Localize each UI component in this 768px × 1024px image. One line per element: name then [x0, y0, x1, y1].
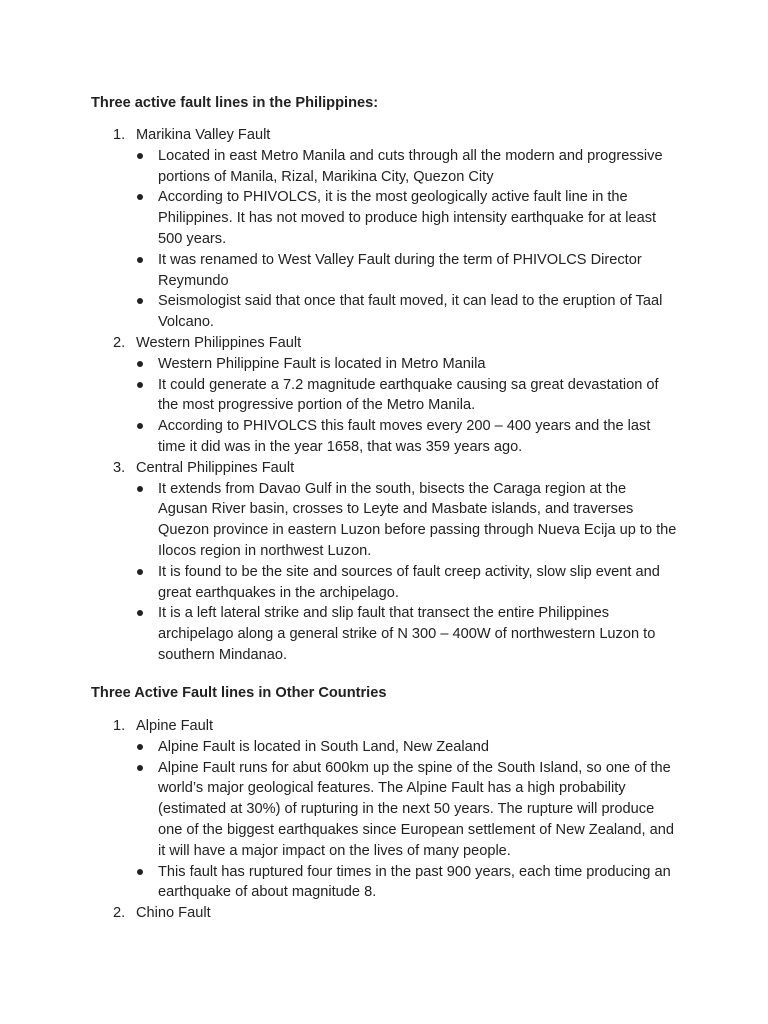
bullet-marker: [137, 610, 143, 616]
bullet-marker: [137, 486, 143, 492]
detail-text: It was renamed to West Valley Fault during the term of PHIVOLCS Director Reymundo: [158, 251, 642, 289]
detail-text: Seismologist said that once that fault moved, it can lead to the eruption of Taal Volcano.: [158, 293, 663, 331]
fault-item: [0, 333, 768, 458]
fault-name: Marikina Valley Fault: [136, 127, 271, 143]
detail-bullet: [0, 758, 768, 862]
bullet-marker: [137, 765, 143, 771]
bullet-marker: [137, 423, 143, 429]
detail-bullet: [0, 354, 768, 375]
detail-bullet: [0, 562, 768, 604]
detail-text: Alpine Fault runs for abut 600km up the spine of the South Island, so one of the world’s major geological features. The Alpine Fault has a high probability (estimated at 30%) of rupturing in the next 50 years. The rupture will produce one of the biggest earthquakes since European settlement of New Zealand, and it will have a major impact on the lives of many people.: [158, 759, 674, 859]
section-heading-philippines: Three active fault lines in the Philippines:: [91, 95, 379, 111]
fault-details: [0, 146, 768, 333]
bullet-marker: [137, 153, 143, 159]
fault-name: Chino Fault: [136, 905, 211, 922]
fault-item: [0, 125, 768, 333]
item-number: 2.: [113, 905, 126, 922]
item-number: 1.: [113, 127, 126, 143]
detail-bullet: [0, 603, 768, 665]
item-number: 3.: [113, 459, 126, 476]
detail-text: It is found to be the site and sources of fault creep activity, slow slip event and great earthquakes in the archipelago.: [158, 563, 660, 601]
fault-details: [0, 737, 768, 903]
detail-text: Located in east Metro Manila and cuts through all the modern and progressive portions of Manila, Rizal, Marikina City, Quezon City: [158, 147, 663, 185]
bullet-marker: [137, 382, 143, 388]
fault-name: Central Philippines Fault: [136, 459, 295, 476]
detail-text: It is a left lateral strike and slip fault that transect the entire Philippines archipelago along a general strike of N 300 – 400W of northwestern Luzon to southern Mindanao.: [158, 605, 656, 663]
detail-bullet: [0, 479, 768, 562]
bullet-marker: [137, 869, 143, 875]
detail-bullet: [0, 146, 768, 188]
detail-text: According to PHIVOLCS this fault moves every 200 – 400 years and the last time it did was in the year 1658, that was 359 years ago.: [158, 418, 651, 455]
detail-text: It extends from Davao Gulf in the south, bisects the Caraga region at the Agusan River basin, crosses to Leyte and Masbate islands, and traverses Quezon province in eastern Luzon before passing through Nueva Ecija up to the Ilocos region in northwest Luzon.: [158, 480, 677, 559]
item-number: 1.: [113, 718, 126, 734]
detail-bullet: [0, 416, 768, 458]
bullet-marker: [137, 257, 143, 263]
detail-text: Alpine Fault is located in South Land, New Zealand: [158, 738, 489, 755]
other-countries-fault-list: [0, 716, 768, 924]
section-heading-other-countries: Three Active Fault lines in Other Countries: [91, 685, 387, 701]
detail-bullet: [0, 291, 768, 333]
fault-item: [0, 903, 768, 924]
detail-text: According to PHIVOLCS, it is the most geologically active fault line in the Philippines. It has not moved to produce high intensity earthquake for at least 500 years.: [158, 189, 657, 247]
bullet-marker: [137, 569, 143, 575]
bullet-marker: [137, 361, 143, 367]
bullet-marker: [137, 298, 143, 304]
detail-bullet: [0, 250, 768, 292]
fault-item: [0, 458, 768, 666]
fault-details: [0, 479, 768, 666]
detail-text: Western Philippine Fault is located in Metro Manila: [158, 355, 486, 372]
fault-details: [0, 354, 768, 458]
bullet-marker: [137, 194, 143, 200]
bullet-marker: [137, 744, 143, 750]
detail-text: This fault has ruptured four times in the past 900 years, each time producing an earthquake of about magnitude 8.: [158, 863, 671, 901]
fault-item: [0, 716, 768, 903]
fault-name: Western Philippines Fault: [136, 334, 302, 351]
fault-name: Alpine Fault: [136, 718, 214, 734]
philippines-fault-list: [0, 125, 768, 666]
detail-bullet: [0, 862, 768, 904]
detail-bullet: [0, 375, 768, 417]
detail-bullet: [0, 187, 768, 249]
item-number: 2.: [113, 334, 126, 351]
detail-bullet: [0, 737, 768, 758]
detail-text: It could generate a 7.2 magnitude earthquake causing sa great devastation of the most progressive portion of the Metro Manila.: [158, 376, 659, 414]
